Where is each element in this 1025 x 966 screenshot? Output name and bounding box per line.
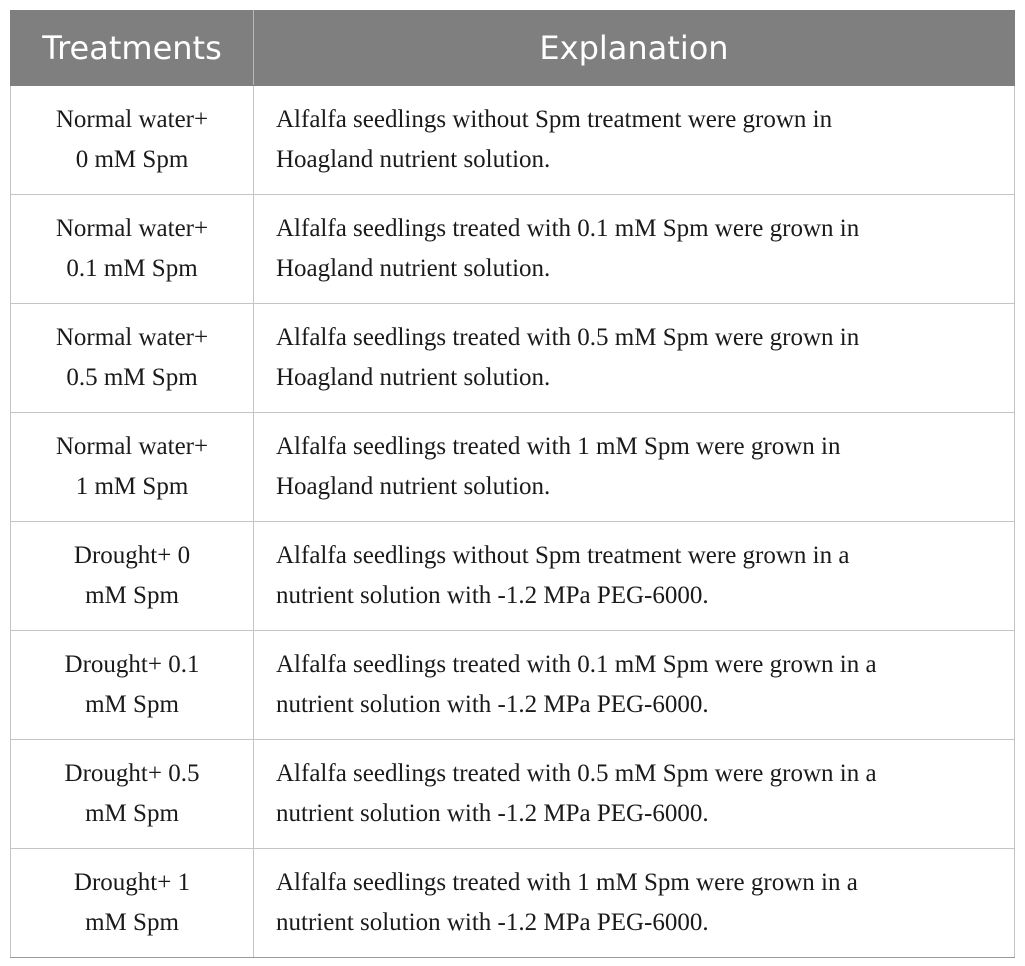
treatment-line: mM Spm (85, 800, 179, 827)
explanation-line: nutrient solution with -1.2 MPa PEG-6000. (276, 582, 709, 609)
treatment-line: mM Spm (85, 582, 179, 609)
explanation-line: Alfalfa seedlings without Spm treatment were grown in (276, 106, 833, 133)
table-row (11, 849, 1015, 958)
treatment-line: Drought+ 0.1 (64, 651, 200, 678)
table-row (11, 522, 1015, 631)
treatment-cell (11, 849, 254, 958)
treatments-table (10, 10, 1015, 958)
table-row (11, 631, 1015, 740)
treatment-line: Drought+ 0.5 (64, 760, 200, 787)
treatment-line: Drought+ 1 (73, 869, 191, 896)
explanation-line: Alfalfa seedlings treated with 0.5 mM Spm were grown in (276, 324, 860, 351)
explanation-line: Hoagland nutrient solution. (276, 255, 551, 282)
treatment-cell (11, 740, 254, 849)
explanation-cell (254, 195, 1015, 304)
explanation-cell (254, 740, 1015, 849)
treatment-line: Normal water+ (55, 324, 209, 351)
treatment-line: Normal water+ (55, 433, 209, 460)
treatment-line: 0.5 mM Spm (66, 364, 198, 391)
table-row (11, 413, 1015, 522)
header-row (11, 11, 1015, 86)
table-row (11, 86, 1015, 195)
explanation-line: nutrient solution with -1.2 MPa PEG-6000. (276, 691, 709, 718)
table-row (11, 304, 1015, 413)
explanation-line: Alfalfa seedlings treated with 1 mM Spm were grown in (276, 433, 841, 460)
explanation-line: Alfalfa seedlings treated with 0.1 mM Spm were grown in (276, 215, 860, 242)
treatment-line: 0.1 mM Spm (66, 255, 198, 282)
explanation-line: Alfalfa seedlings without Spm treatment were grown in a (276, 542, 850, 569)
treatment-cell (11, 304, 254, 413)
explanation-line: Hoagland nutrient solution. (276, 473, 551, 500)
treatment-cell (11, 413, 254, 522)
treatment-line: 1 mM Spm (75, 473, 189, 500)
header-treatments: Treatments (11, 11, 254, 86)
table-row (11, 740, 1015, 849)
treatment-line: mM Spm (85, 909, 179, 936)
explanation-line: Alfalfa seedlings treated with 0.5 mM Spm were grown in a (276, 760, 877, 787)
explanation-cell (254, 86, 1015, 195)
treatment-line: 0 mM Spm (75, 146, 189, 173)
treatment-cell (11, 86, 254, 195)
treatment-line: Normal water+ (55, 106, 209, 133)
treatments-table-container (10, 10, 1014, 958)
treatment-cell (11, 522, 254, 631)
explanation-cell (254, 413, 1015, 522)
explanation-cell (254, 631, 1015, 740)
explanation-cell (254, 849, 1015, 958)
explanation-line: nutrient solution with -1.2 MPa PEG-6000. (276, 800, 709, 827)
explanation-line: Hoagland nutrient solution. (276, 364, 551, 391)
treatment-line: Drought+ 0 (73, 542, 191, 569)
explanation-cell (254, 304, 1015, 413)
explanation-cell (254, 522, 1015, 631)
header-explanation: Explanation (254, 11, 1015, 86)
table-row (11, 195, 1015, 304)
explanation-line: nutrient solution with -1.2 MPa PEG-6000. (276, 909, 709, 936)
explanation-line: Alfalfa seedlings treated with 0.1 mM Spm were grown in a (276, 651, 877, 678)
treatment-cell (11, 195, 254, 304)
treatment-line: Normal water+ (55, 215, 209, 242)
treatment-cell (11, 631, 254, 740)
explanation-line: Alfalfa seedlings treated with 1 mM Spm were grown in a (276, 869, 858, 896)
treatment-line: mM Spm (85, 691, 179, 718)
explanation-line: Hoagland nutrient solution. (276, 146, 551, 173)
